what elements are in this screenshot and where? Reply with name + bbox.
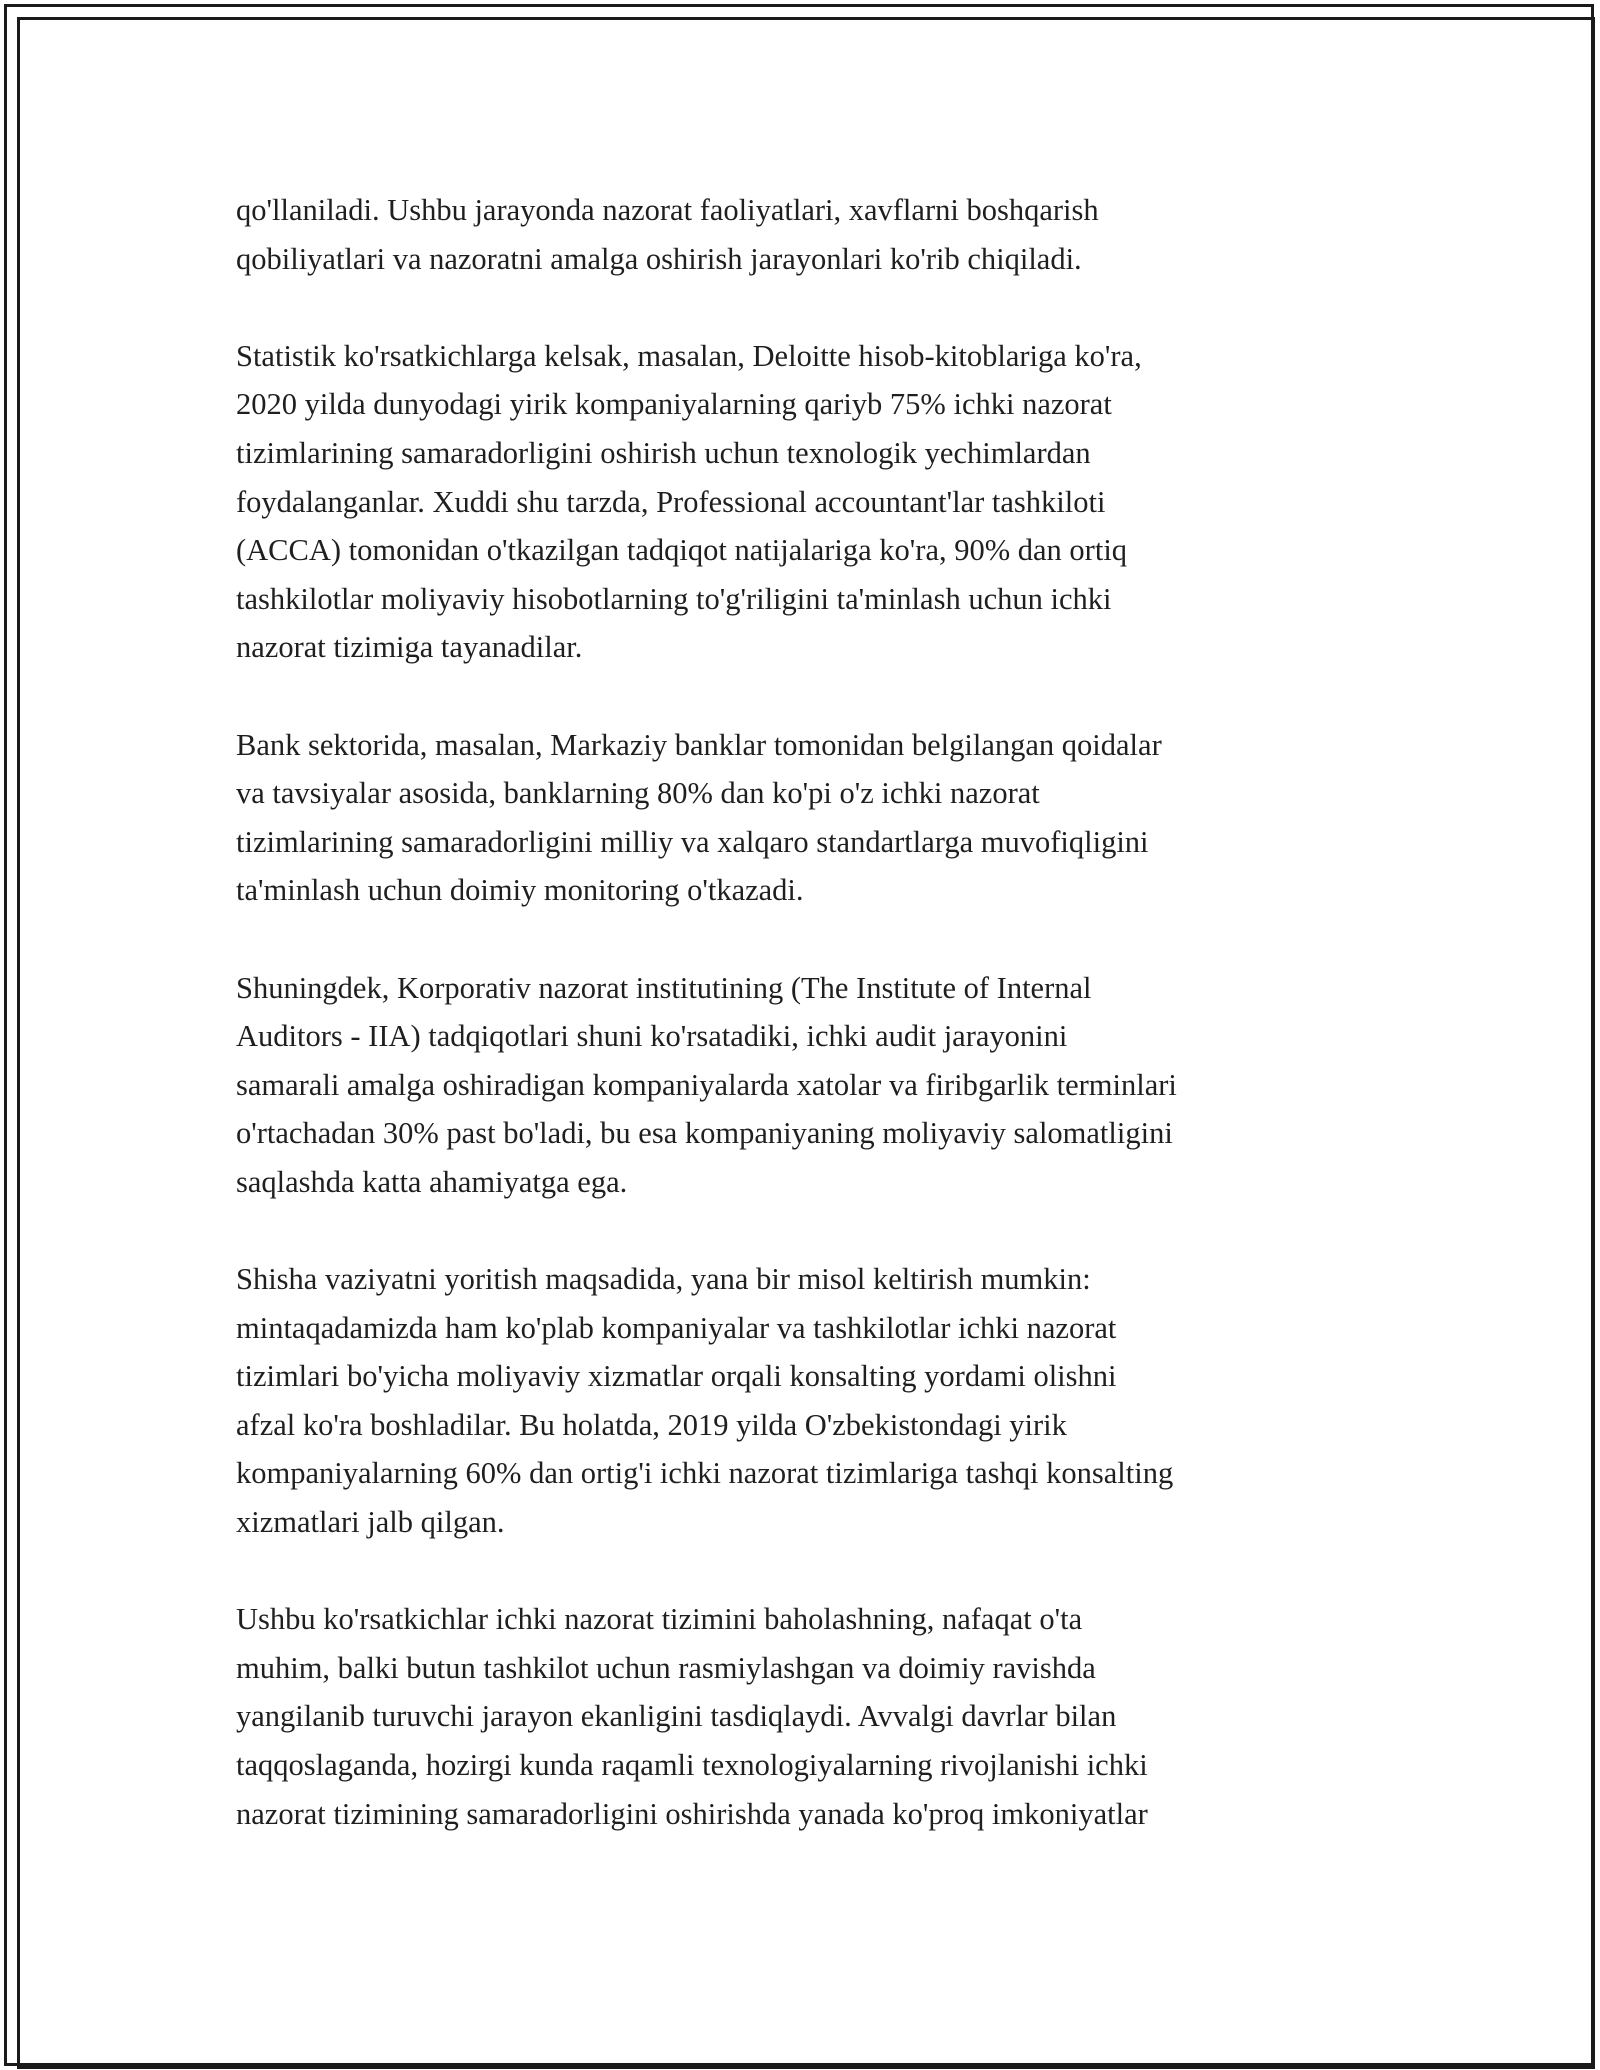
text-line: nazorat tizimining samaradorligini oshirishda yanada ko'proq imkoniyatlar xyxy=(236,1796,1148,1831)
text-line: tizimlarining samaradorligini oshirish uchun texnologik yechimlardan xyxy=(236,435,1091,470)
paragraph-3 xyxy=(236,721,1396,915)
text-line: tizimlari bo'yicha moliyaviy xizmatlar orqali konsalting yordami olishni xyxy=(236,1359,1117,1394)
text-line: kompaniyalarning 60% dan ortig'i ichki nazorat tizimlariga tashqi konsalting xyxy=(236,1456,1174,1491)
text-line: afzal ko'ra boshladilar. Bu holatda, 2019 yilda O'zbekistondagi yirik xyxy=(236,1407,1067,1442)
text-line: 2020 yilda dunyodagi yirik kompaniyalarning qariyb 75% ichki nazorat xyxy=(236,387,1112,422)
text-line: Shuningdek, Korporativ nazorat institutining (The Institute of Internal xyxy=(236,970,1092,1005)
paragraph-4 xyxy=(236,964,1396,1207)
text-line: qobiliyatlari va nazoratni amalga oshirish jarayonlari ko'rib chiqiladi. xyxy=(236,241,1082,276)
text-line: ta'minlash uchun doimiy monitoring o'tkazadi. xyxy=(236,873,804,908)
text-line: yangilanib turuvchi jarayon ekanligini tasdiqlaydi. Avvalgi davrlar bilan xyxy=(236,1699,1117,1734)
text-line: foydalanganlar. Xuddi shu tarzda, Professional accountant'lar tashkiloti xyxy=(236,484,1106,519)
text-line: muhim, balki butun tashkilot uchun rasmiylashgan va doimiy ravishda xyxy=(236,1650,1096,1685)
text-line: nazorat tizimiga tayanadilar. xyxy=(236,630,583,665)
text-line: Bank sektorida, masalan, Markaziy banklar tomonidan belgilangan qoidalar xyxy=(236,727,1162,762)
text-line: tashkilotlar moliyaviy hisobotlarning to'g'riligini ta'minlash uchun ichki xyxy=(236,581,1112,616)
text-line: Auditors - IIA) tadqiqotlari shuni ko'rsatadiki, ichki audit jarayonini xyxy=(236,1019,1068,1054)
text-line: samarali amalga oshiradigan kompaniyalarda xatolar va firibgarlik terminlari xyxy=(236,1067,1177,1102)
text-line: (ACCA) tomonidan o'tkazilgan tadqiqot natijalariga ko'ra, 90% dan ortiq xyxy=(236,533,1128,568)
paragraph-1 xyxy=(236,186,1396,283)
text-line: saqlashda katta ahamiyatga ega. xyxy=(236,1164,628,1199)
paragraph-6 xyxy=(236,1595,1396,1838)
paragraph-2 xyxy=(236,332,1396,672)
paragraph-5 xyxy=(236,1255,1396,1547)
text-line: va tavsiyalar asosida, banklarning 80% dan ko'pi o'z ichki nazorat xyxy=(236,776,1040,811)
text-line: qo'llaniladi. Ushbu jarayonda nazorat faoliyatlari, xavflarni boshqarish xyxy=(236,193,1099,227)
document-body xyxy=(236,186,1396,1887)
text-line: Ushbu ko'rsatkichlar ichki nazorat tizimini baholashning, nafaqat o'ta xyxy=(236,1602,1083,1637)
text-line: o'rtachadan 30% past bo'ladi, bu esa kompaniyaning moliyaviy salomatligini xyxy=(236,1116,1173,1151)
text-line: Shisha vaziyatni yoritish maqsadida, yana bir misol keltirish mumkin: xyxy=(236,1262,1091,1297)
text-line: tizimlarining samaradorligini milliy va xalqaro standartlarga muvofiqligini xyxy=(236,824,1149,859)
text-line: Statistik ko'rsatkichlarga kelsak, masalan, Deloitte hisob-kitoblariga ko'ra, xyxy=(236,338,1142,373)
text-line: xizmatlari jalb qilgan. xyxy=(236,1505,505,1540)
text-line: taqqoslaganda, hozirgi kunda raqamli texnologiyalarning rivojlanishi ichki xyxy=(236,1748,1148,1782)
text-line: mintaqadamizda ham ko'plab kompaniyalar va tashkilotlar ichki nazorat xyxy=(236,1310,1117,1345)
